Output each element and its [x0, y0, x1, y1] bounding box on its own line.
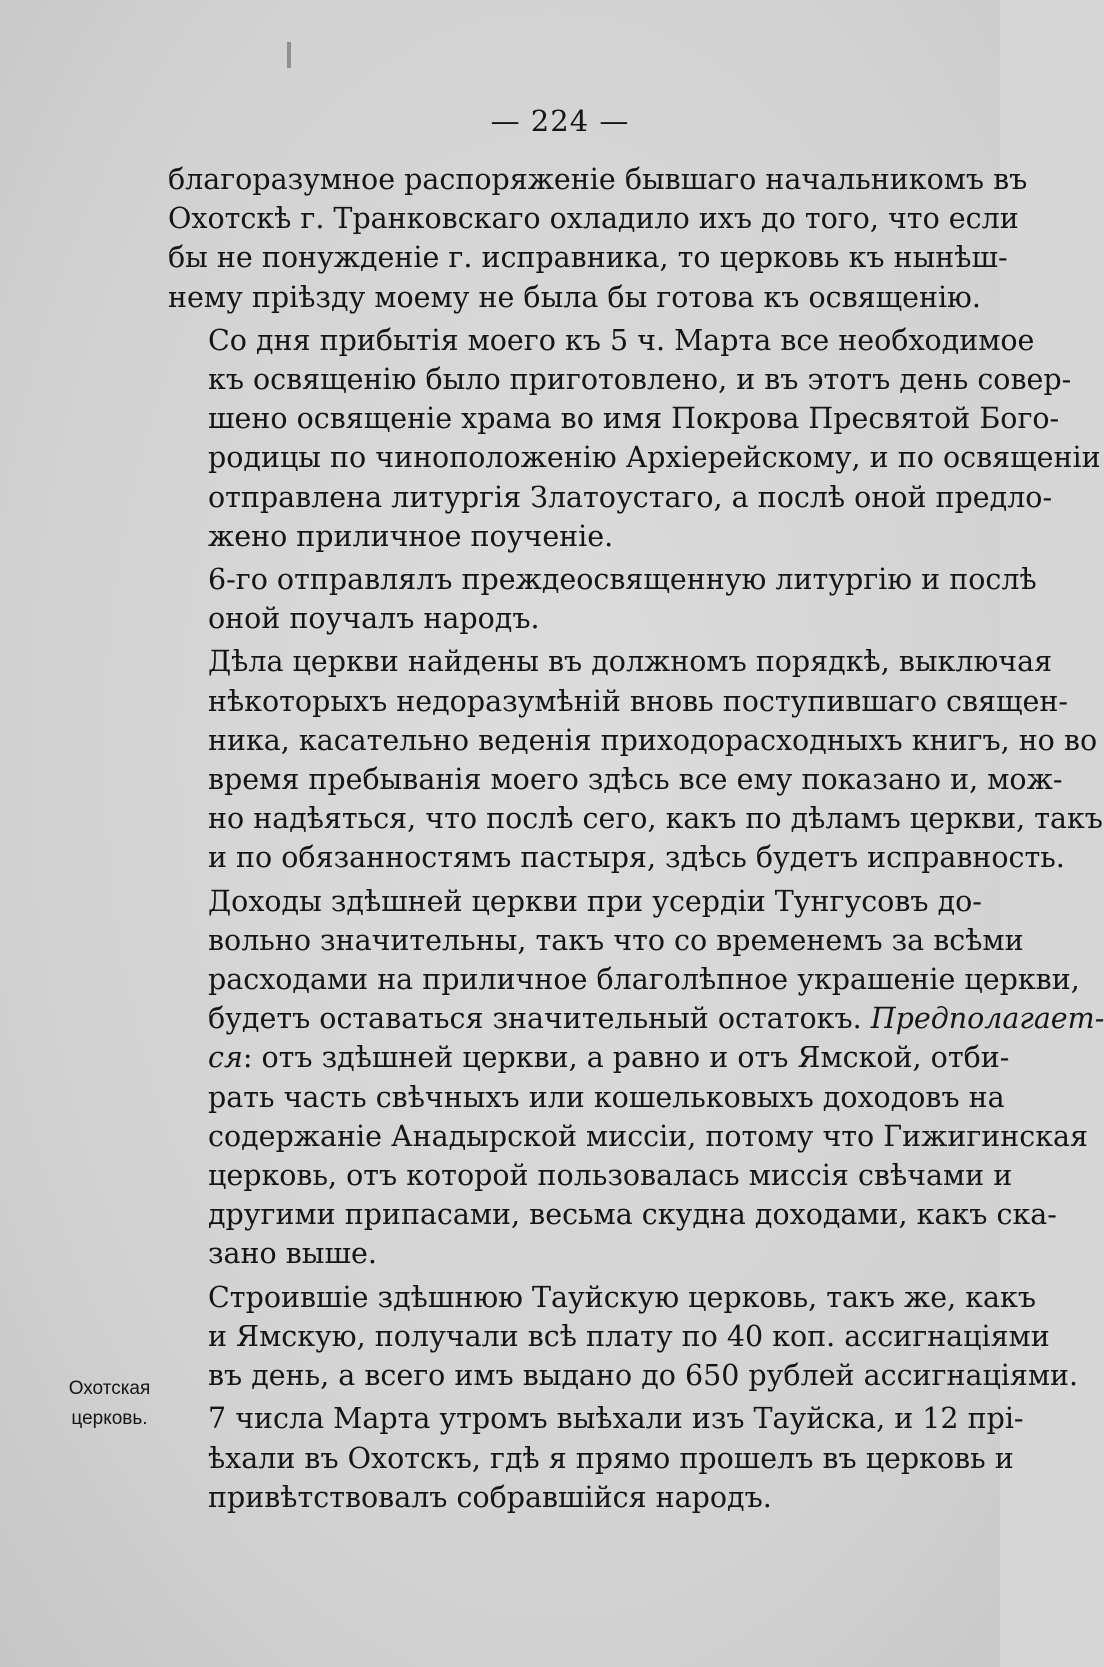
text-line: Строившіе здѣшнюю Тауйскую церковь, такъ же, какъ	[208, 1280, 1036, 1314]
text-line: но надѣяться, что послѣ сего, какъ по дѣламъ церкви, такъ	[208, 802, 1103, 836]
marginal-note-line: церковь.	[71, 1408, 148, 1429]
text-line: ника, касательно веденія приходорасходныхъ книгъ, но во	[208, 723, 1098, 757]
text-line: привѣтствовалъ собравшійся народъ.	[208, 1480, 772, 1514]
paragraph	[168, 882, 1104, 1274]
text-line: Охотскѣ г. Транковскаго охладило ихъ до того, что если	[168, 202, 1019, 236]
print-speck	[287, 42, 291, 68]
paragraph	[168, 1278, 1079, 1396]
text-line: вольно значительны, такъ что со временемъ за всѣми	[208, 923, 1024, 957]
text-line: другими припасами, весьма скудна доходами, какъ ска-	[208, 1198, 1057, 1232]
text-line: 6-го отправлялъ преждеосвященную литургію и послѣ	[208, 563, 1037, 597]
text-line: расходами на приличное благолѣпное украшеніе церкви,	[208, 963, 1080, 997]
text-line: зано выше.	[208, 1237, 377, 1271]
marginal-note-line: Охотская	[68, 1378, 151, 1399]
text-line: и по обязанностямъ пастыря, здѣсь будетъ исправность.	[208, 841, 1065, 875]
text-line: бы не понужденіе г. исправника, то церковь къ нынѣш-	[168, 241, 1008, 275]
text-line: ѣхали въ Охотскъ, гдѣ я прямо прошелъ въ церковь и	[208, 1441, 1014, 1475]
marginal-note	[62, 1374, 157, 1434]
text-line: родицы по чиноположенію Архіерейскому, и по освященіи	[208, 441, 1101, 475]
paragraph	[168, 1399, 1024, 1517]
text-line: ся: отъ здѣшней церкви, а равно и отъ Ямской, отби-	[208, 1041, 1010, 1075]
text-line: оной поучалъ народъ.	[208, 602, 540, 636]
text-line: время пребыванія моего здѣсь все ему показано и, мож-	[208, 763, 1063, 797]
text-line: въ день, а всего имъ выдано до 650 рублей ассигнаціями.	[208, 1359, 1079, 1393]
text-line: церковь, отъ которой пользовалась миссія свѣчами и	[208, 1159, 1013, 1193]
text-line: благоразумное распоряженіе бывшаго начальникомъ въ	[168, 163, 1028, 196]
text-line: нему пріѣзду моему не была бы готова къ освященію.	[168, 280, 981, 314]
paragraph	[168, 321, 1101, 556]
text-line: будетъ оставаться значительный остатокъ. Предполагает-	[208, 1002, 1104, 1036]
page-number: — 224 —	[490, 104, 630, 138]
text-line: рать часть свѣчныхъ или кошельковыхъ доходовъ на	[208, 1080, 1005, 1114]
text-line: Дѣла церкви найдены въ должномъ порядкѣ, выключая	[208, 645, 1053, 679]
text-line: 7 числа Марта утромъ выѣхали изъ Тауйска, и 12 прі-	[208, 1402, 1024, 1436]
text-line: къ освященію было приготовлено, и въ этотъ день совер-	[208, 363, 1072, 397]
paragraph	[168, 560, 1037, 638]
paragraph	[168, 160, 1028, 317]
text-line: жено приличное поученіе.	[208, 519, 614, 553]
text-line: содержаніе Анадырской миссіи, потому что Гижигинская	[208, 1119, 1089, 1153]
text-line: отправлена литургія Златоустаго, а послѣ оной предло-	[208, 480, 1053, 514]
text-line: Со дня прибытія моего къ 5 ч. Марта все необходимое	[208, 323, 1035, 357]
body-text	[168, 160, 1104, 1517]
text-line: Доходы здѣшней церкви при усердіи Тунгусовъ до-	[208, 884, 982, 918]
text-line: и Ямскую, получали всѣ плату по 40 коп. ассигнаціями	[208, 1319, 1050, 1353]
paragraph	[168, 642, 1103, 877]
text-line: шено освященіе храма во имя Покрова Пресвятой Бого-	[208, 402, 1060, 436]
text-line: нѣкоторыхъ недоразумѣній вновь поступившаго священ-	[208, 684, 1069, 718]
